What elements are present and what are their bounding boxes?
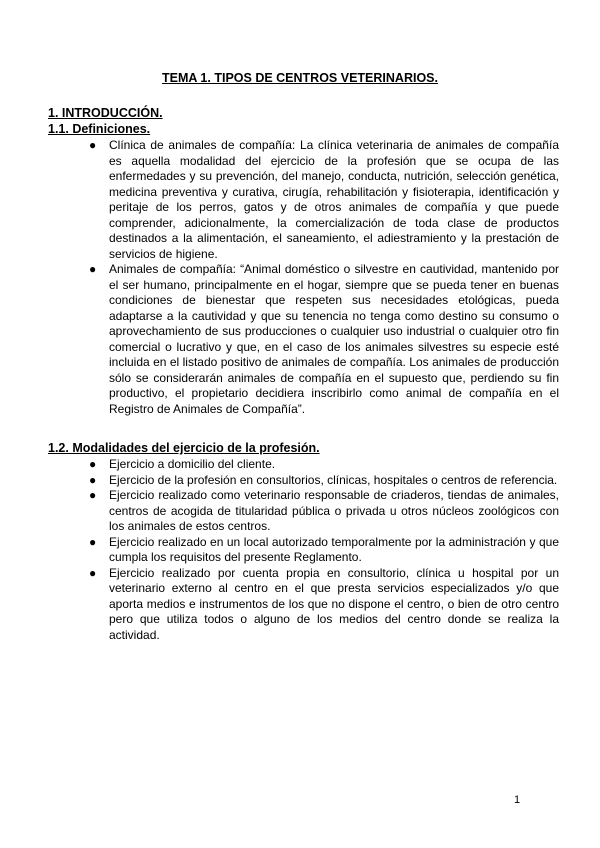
list-item-text: Ejercicio de la profesión en consultorios, clínicas, hospitales o centros de referencia. [109,472,558,487]
list-item-text: Ejercicio realizado como veterinario responsable de criaderos, tiendas de animales, centros de acogida de titularidad pública o privada u otros núcleos zoológicos con los animales de estos centros. [109,488,559,533]
list-item [72,566,559,644]
bullet-icon: ● [89,262,97,276]
list-item [72,488,559,535]
list-item [72,535,559,566]
list-item-text: Ejercicio realizado en un local autorizado temporalmente por la administración y que cumpla los requisitos del presente Reglamento. [109,534,559,564]
list-item [72,457,559,473]
modalidades-list [72,457,559,643]
definitions-list [72,138,559,417]
page-title: TEMA 1. TIPOS DE CENTROS VETERINARIOS. [162,71,438,85]
section-heading-introduccion: 1. INTRODUCCIÓN. [48,106,163,120]
list-item-text: Clínica de animales de compañía: La clínica veterinaria de animales de compañía es aquella modalidad del ejercicio de la profesión que se ocupa de las enfermedades y su prevención, del manejo, conducta, nutrición, selección genética, medicina preventiva y curativa, cirugía, rehabilitación y fisioterapia, identificación y peritaje de los perros, gatos y de otros animales de compañía y que puede comprender, adicionalmente, la comercialización de toda clase de productos destinados a la alimentación, el saneamiento, el adiestramiento y la prestación de servicios de higiene. [109,138,559,261]
page-number: 1 [514,794,521,806]
bullet-icon: ● [89,472,97,487]
list-item [72,138,559,262]
bullet-icon: ● [89,457,97,471]
bullet-icon: ● [89,565,97,580]
list-item [72,262,559,417]
subsection-heading-modalidades: 1.2. Modalidades del ejercicio de la profesión. [48,441,320,455]
bullet-icon: ● [89,534,97,549]
bullet-icon: ● [89,138,97,152]
list-item [72,473,559,489]
bullet-icon: ● [89,488,97,502]
list-item-text: Ejercicio realizado por cuenta propia en consultorio, clínica u hospital por un veterinario externo al centro en el que presta servicios especializados y/o que aporta medios e instrumentos de los que no dispone el centro, o bien de otro centro pero que utiliza todos o alguno de los medios del centro donde se realiza la actividad. [109,565,559,642]
list-item-text: Animales de compañía: “Animal doméstico o silvestre en cautividad, mantenido por el ser humano, principalmente en el hogar, siempre que se pueda tener en buenas condiciones de bienestar que respeten sus necesidades etológicas, pueda adaptarse a la cautividad y que su tenencia no tenga como destino su consumo o aprovechamiento de sus producciones o cualquier uso industrial o cualquier otro fin comercial o lucrativo y que, en el caso de los animales silvestres su especie esté incluida en el listado positivo de animales de compañía. Los animales de producción sólo se considerarán animales de compañía en el supuesto que, perdiendo su fin productivo, el propietario decidiera inscribirlo como animal de compañía en el Registro de Animales de Compañía”. [109,262,559,416]
list-item-text: Ejercicio a domicilio del cliente. [109,457,276,471]
subsection-heading-definiciones: 1.1. Definiciones. [48,122,151,136]
